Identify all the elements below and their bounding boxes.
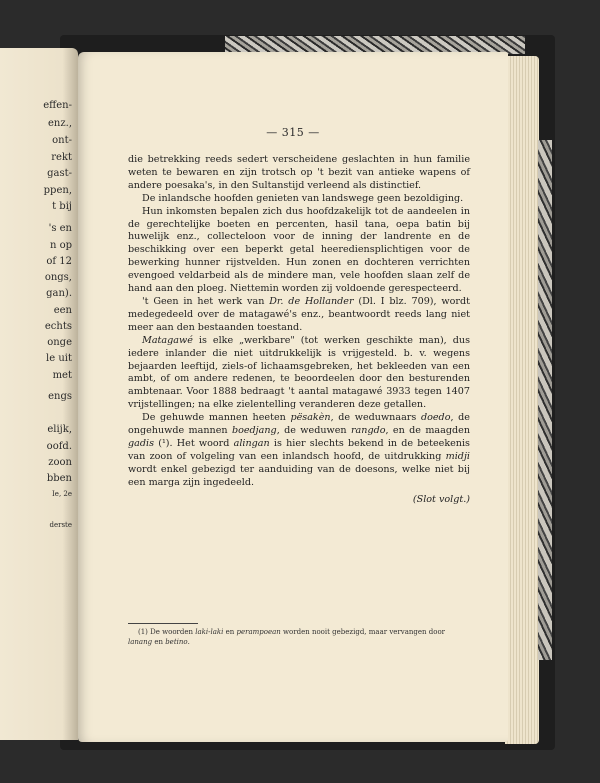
left-page-line: met: [52, 370, 72, 381]
left-page-line: oofd.: [46, 441, 72, 452]
page-stack-edge: [505, 56, 539, 744]
left-page-line: derste: [49, 521, 72, 529]
left-page-line: engs: [48, 391, 72, 402]
paragraph: [128, 296, 470, 335]
paragraph: [128, 412, 470, 489]
page-number: — 315 —: [266, 126, 320, 139]
text-run: , de ongehuwde mannen: [128, 412, 470, 437]
left-page-line: enz.,: [48, 118, 72, 129]
italic-run: Dr. de Hollander: [269, 295, 354, 307]
text-run: en: [152, 638, 166, 646]
left-page-line: een: [53, 305, 72, 316]
text-run: worden nooit gebezigd, maar vervangen door: [280, 628, 446, 636]
left-page-line: bben: [46, 473, 72, 484]
paragraph: Hun inkomsten bepalen zich dus hoofdzakelijk tot de aandeelen in de gerechtelijke boeten en percenten, hasil tana, oepa batin bij huwelijk enz., collecteloon voor de inning der landrente en de beschikking over een beperkt getal heerediensplichtigen voor de bewerking hunner rijstvelden. Hun zonen en dochteren verrichten evengoed veldarbeid als de mindere man, vele hoofden slaan zelf de hand aan den ploeg. Niettemin worden zij voldoende gerespecteerd.: [128, 205, 470, 295]
footnote: [128, 627, 470, 647]
italic-run: perampoean: [236, 628, 281, 636]
italic-run: midji: [445, 450, 470, 462]
italic-run: laki-laki: [195, 628, 224, 636]
text-run: (¹). Het woord: [154, 437, 234, 449]
continuation-note: (Slot volgt.): [412, 493, 470, 505]
text-run: , de weduwnaars: [330, 412, 421, 424]
italic-run: betino: [165, 638, 188, 646]
right-page: [78, 52, 508, 742]
left-page-line: zoon: [48, 457, 72, 468]
paragraph: die betrekking reeds sedert verscheidene geslachten in hun familie weten te bewaren en zijn trotsch op 't bezit van antieke wapens of andere poesaka's, in den Sultanstijd verleend als distinctief.: [128, 154, 470, 191]
text-run: is hier slechts bekend in de beteekenis van zoon of volgeling van een inlandsch hoofd, de uitdrukking: [128, 437, 470, 462]
text-run: .: [187, 638, 190, 646]
left-page-line: t bij: [52, 201, 72, 212]
text-run: en: [223, 628, 237, 636]
text-run: , en de maagden: [385, 425, 470, 437]
left-page-line: rekt: [51, 152, 72, 163]
left-page-line: ont-: [52, 135, 72, 146]
left-page-line: onge: [47, 337, 72, 348]
italic-run: lanang: [128, 638, 153, 646]
italic-run: rangdo: [350, 425, 386, 437]
paragraph: De inlandsche hoofden genieten van landswege geen bezoldiging.: [142, 192, 464, 204]
body-text: [128, 154, 470, 506]
left-page-line: Ie, 2e: [52, 490, 72, 498]
italic-run: doedo: [420, 412, 451, 424]
left-page: [0, 48, 78, 740]
left-page-line: le uit: [46, 353, 72, 364]
left-page-line: gan).: [46, 288, 72, 299]
left-page-line: effen-: [43, 100, 72, 111]
left-page-line: elijk,: [47, 424, 72, 435]
marbled-cover-edge-right: [538, 140, 552, 660]
paragraph: [128, 335, 470, 412]
text-run: (1) De woorden: [138, 628, 196, 636]
left-page-line: gast-: [47, 168, 72, 179]
left-page-line: ppen,: [43, 185, 72, 196]
italic-run: pësakèn: [290, 412, 331, 424]
left-page-line: n op: [49, 240, 72, 251]
text-run: (Dl. I blz. 709), wordt medegedeeld over de matagawé's enz., beantwoordt reeds lang niet meer aan den bestaanden toestand.: [128, 295, 470, 333]
left-page-line: echts: [44, 321, 72, 332]
italic-run: boedjang: [231, 425, 277, 437]
italic-run: Matagawé: [142, 334, 193, 346]
text-run: , de weduwen: [276, 425, 351, 437]
left-page-line: of 12: [46, 256, 72, 267]
left-page-line: 's en: [48, 223, 72, 234]
italic-run: alingan: [233, 437, 270, 449]
left-page-line: ongs,: [44, 272, 72, 283]
italic-run: gadis: [128, 437, 154, 449]
text-run: De gehuwde mannen heeten: [142, 412, 291, 424]
footnote-rule: [128, 623, 198, 624]
text-run: 't Geen in het werk van: [142, 295, 270, 307]
text-run: wordt enkel gebezigd ter aanduiding van de doesons, welke niet bij een marga zijn ingedeeld.: [128, 463, 470, 488]
text-run: is elke „werkbare" (tot werken geschikte man), dus iedere inlander die niet uitdrukkelijk is vrijgesteld. b. v. wegens bejaarden leeftijd, ziels-of lichaamsgebreken, het bekleeden van een ambt, of om andere redenen, te beoordeelen door den besturenden ambtenaar. Voor 1888 bedraagt 't aantal matagawé 3933 tegen 1407 vrijstellingen; na elke zielentelling veranderen deze getallen.: [128, 334, 470, 411]
